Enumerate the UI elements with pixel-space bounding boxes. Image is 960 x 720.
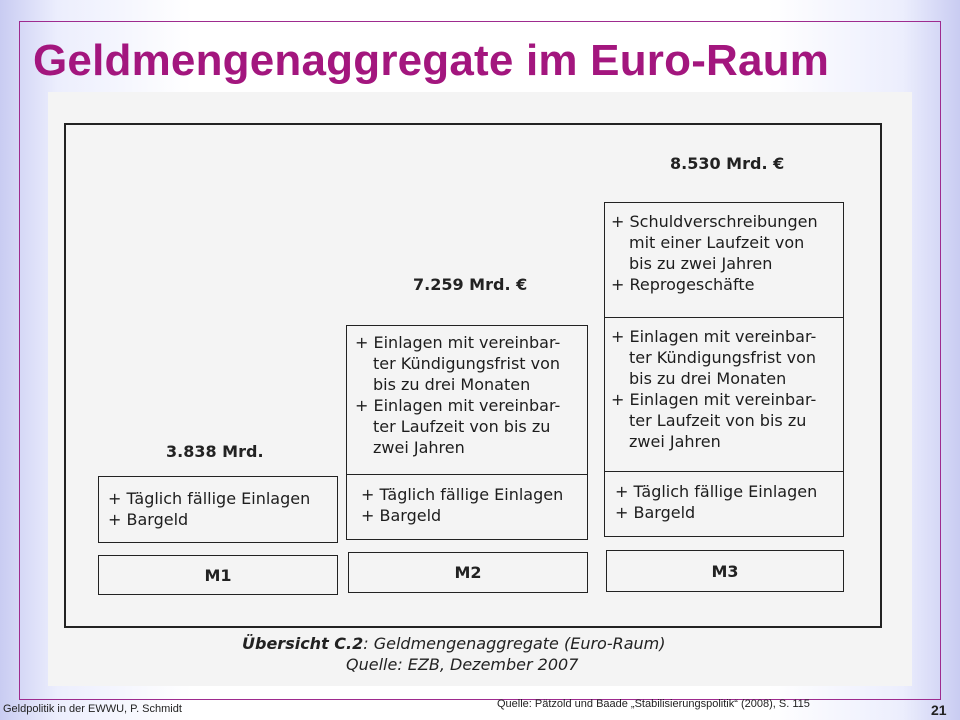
m2-total: 7.259 Mrd. € <box>413 275 528 294</box>
m2-extra-line-2: ter Kündigungsfrist von <box>373 354 561 373</box>
m3-top-line-1: + Schuldverschreibungen <box>611 212 818 231</box>
m2-extra-line-1: + Einlagen mit vereinbar- <box>355 333 561 352</box>
m3-mid-line-6: zwei Jahren <box>629 432 721 451</box>
caption-prefix: Übersicht C.2 <box>242 634 364 653</box>
m3-mid-line-4: + Einlagen mit vereinbar- <box>611 390 817 409</box>
m3-base-box <box>604 471 844 537</box>
m2-base-box <box>346 474 588 540</box>
m2-extra-line-5: ter Laufzeit von bis zu <box>373 417 551 436</box>
slide-title: Geldmengenaggregate im Euro-Raum <box>33 36 830 85</box>
m2-base-line-2: + Bargeld <box>361 506 442 525</box>
m1-label-box <box>98 555 338 595</box>
diagram-caption <box>242 633 666 675</box>
m3-top-line-4: + Reprogeschäfte <box>611 275 755 294</box>
m2-extra-line-3: bis zu drei Monaten <box>373 375 531 394</box>
m2-extra-box <box>346 325 588 475</box>
page-number: 21 <box>931 702 947 718</box>
diagram-scan <box>48 92 912 686</box>
m2-extra-line-4: + Einlagen mit vereinbar- <box>355 396 561 415</box>
m2-base-line-1: + Täglich fällige Einlagen <box>361 485 564 504</box>
m1-base-box <box>98 476 338 543</box>
m3-base-line-2: + Bargeld <box>615 503 696 522</box>
m3-top-line-2: mit einer Laufzeit von <box>629 233 805 252</box>
m3-label-box <box>606 550 844 592</box>
m3-mid-line-3: bis zu drei Monaten <box>629 369 787 388</box>
footer-author: Geldpolitik in der EWWU, P. Schmidt <box>3 703 182 715</box>
m2-label: M2 <box>454 563 482 582</box>
m1-total: 3.838 Mrd. <box>166 442 264 461</box>
m3-top-box <box>604 202 844 318</box>
m1-label: M1 <box>204 565 232 585</box>
footer-source: Quelle: Pätzold und Baade „Stabilisierungspolitik“ (2008), S. 115 <box>497 698 810 710</box>
m3-mid-line-1: + Einlagen mit vereinbar- <box>611 327 817 346</box>
m3-mid-line-5: ter Laufzeit von bis zu <box>629 411 807 430</box>
m2-label-box <box>348 552 588 593</box>
m3-total: 8.530 Mrd. € <box>670 154 785 173</box>
caption-line-1: : Geldmengenaggregate (Euro-Raum) <box>363 634 666 653</box>
m1-base-line-1: + Täglich fällige Einlagen <box>108 489 311 508</box>
m3-top-line-3: bis zu zwei Jahren <box>629 254 773 273</box>
m3-mid-box <box>604 317 844 472</box>
m3-base-line-1: + Täglich fällige Einlagen <box>615 482 818 501</box>
m3-mid-line-2: ter Kündigungsfrist von <box>629 348 817 367</box>
m1-base-line-2: + Bargeld <box>108 510 189 529</box>
m3-label: M3 <box>711 561 739 581</box>
caption-line-2: Quelle: EZB, Dezember 2007 <box>346 655 579 674</box>
m2-extra-line-6: zwei Jahren <box>373 438 465 457</box>
